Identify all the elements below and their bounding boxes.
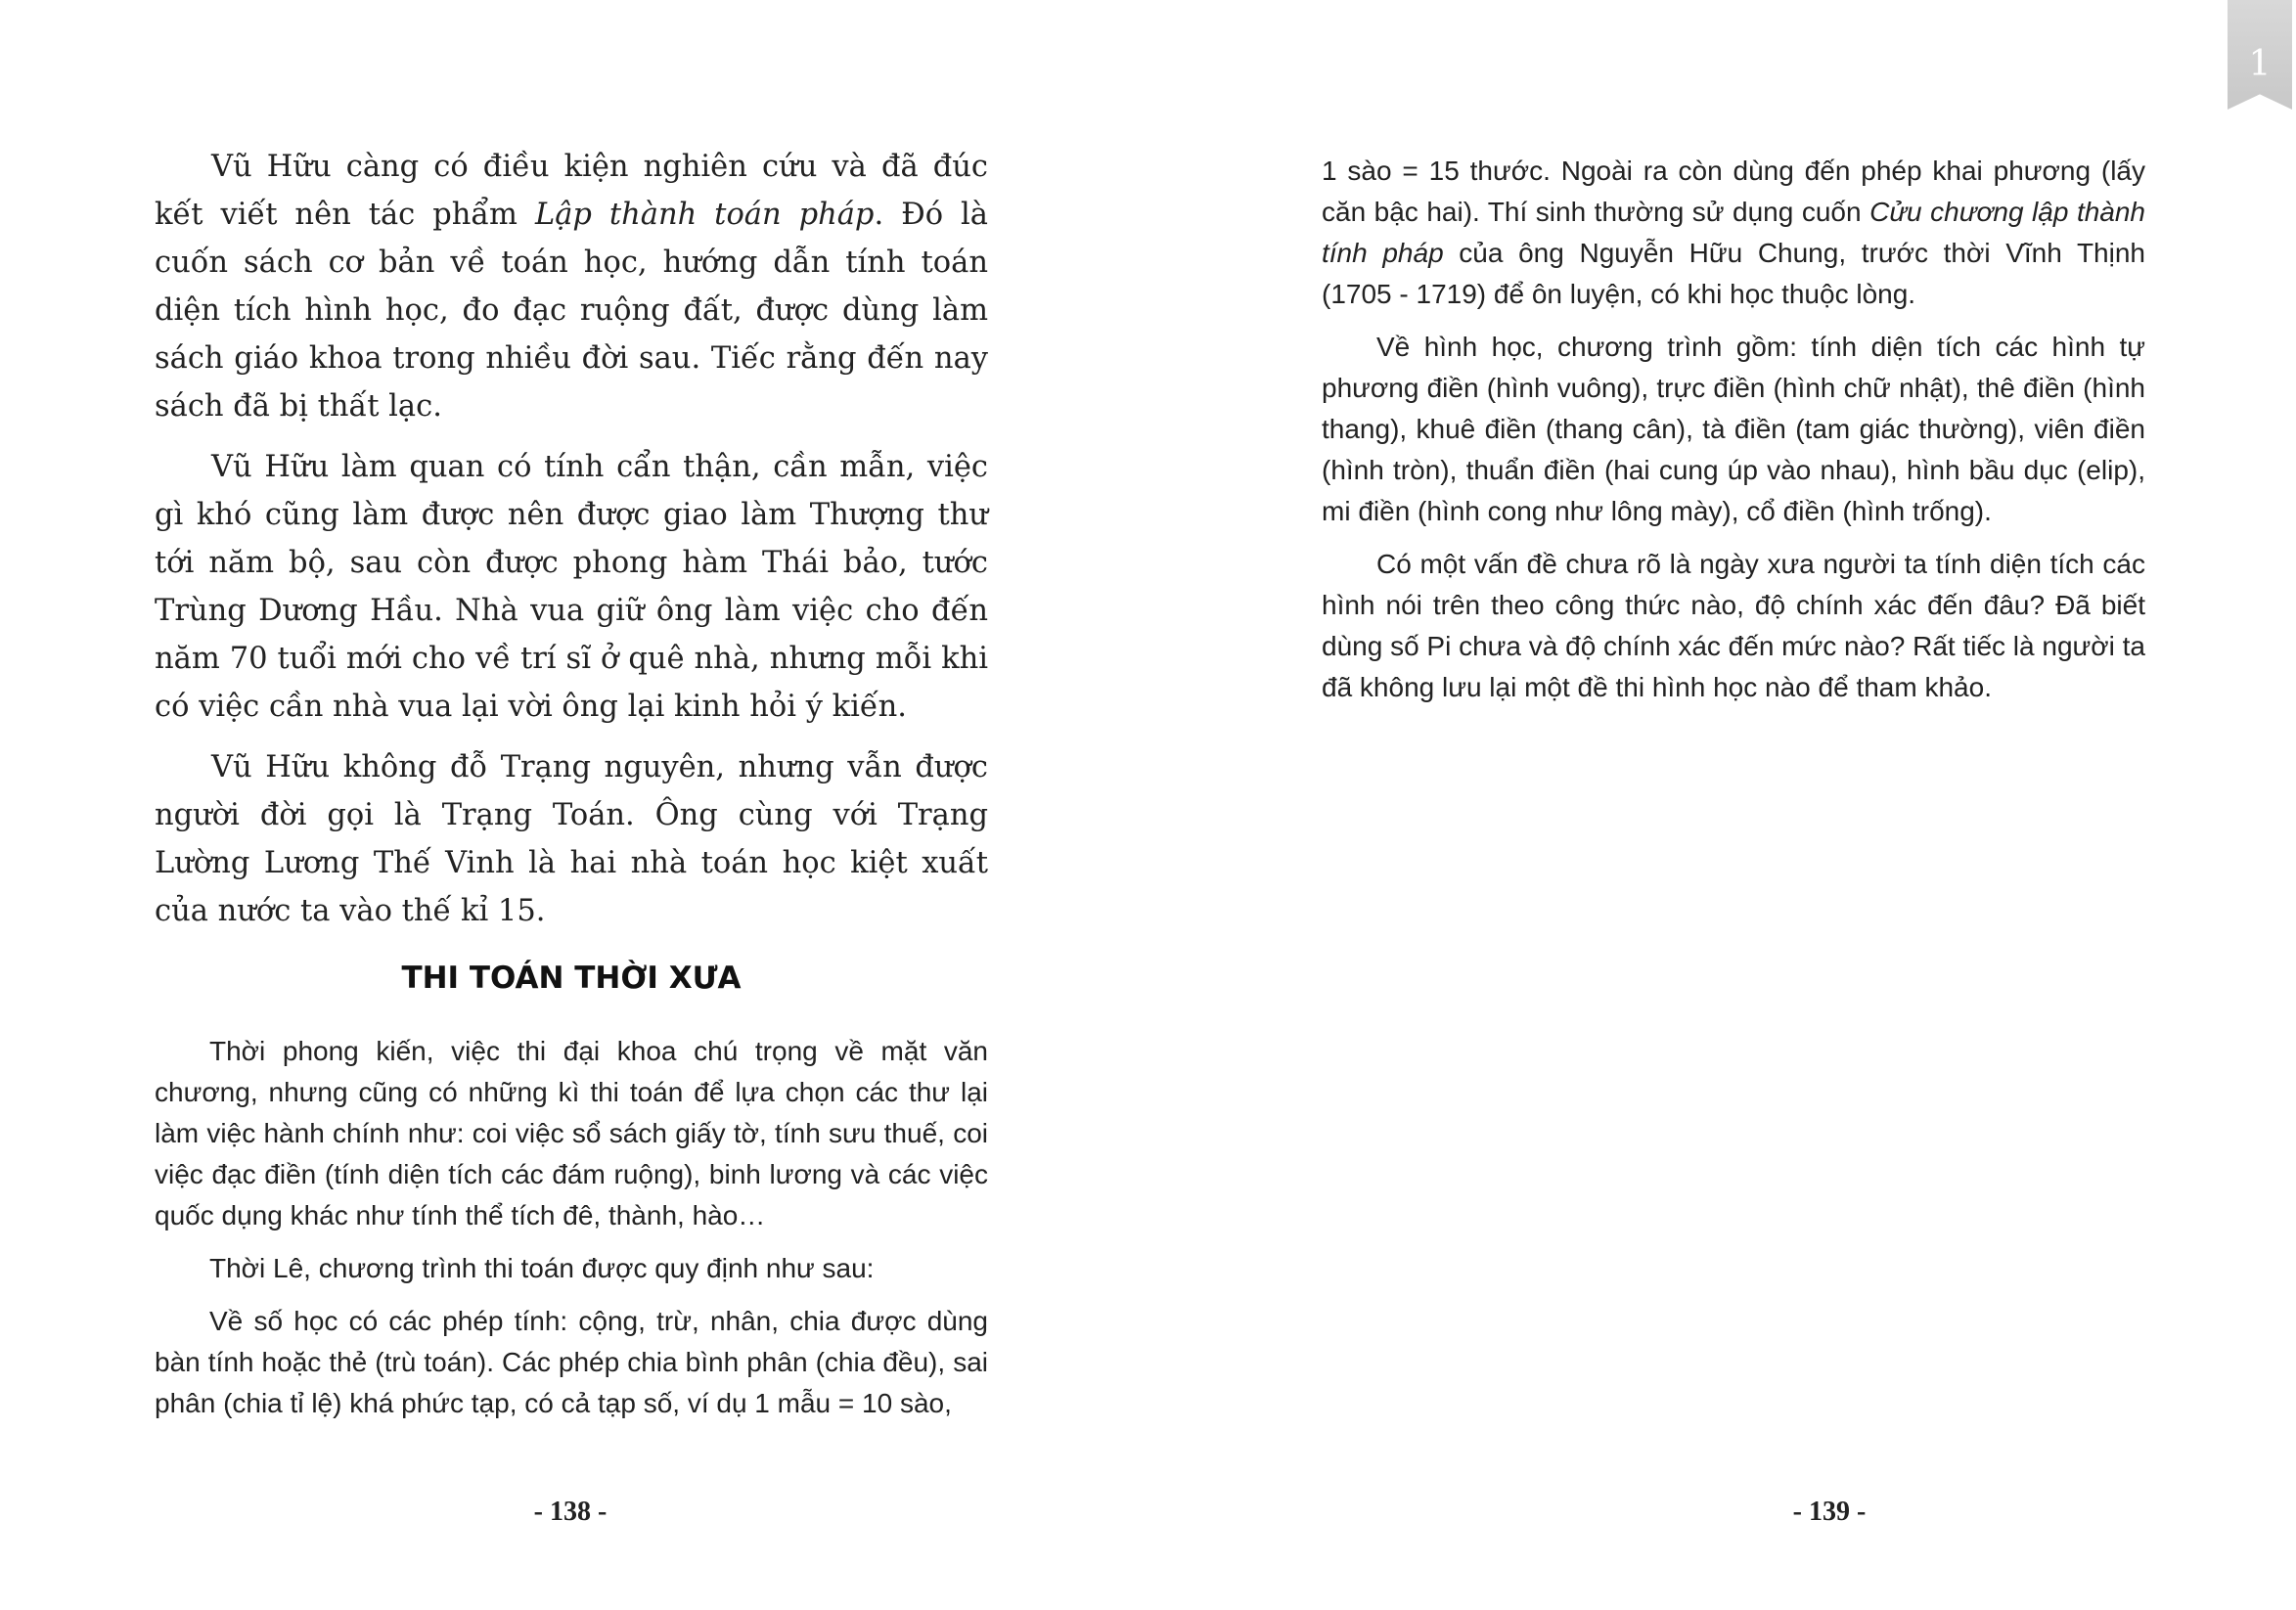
right-page (1148, 0, 2296, 1610)
book-title-italic: Lập thành toán pháp (534, 198, 875, 232)
paragraph-lap-thanh-toan-phap: Vũ Hữu càng có điều kiện nghiên cứu và đã đúc kết viết nên tác phẩm Lập thành toán pháp. Đó là cuốn sách cơ bản về toán học, hướng dẫn tính toán diện tích hình học, đo đạc ruộng đất, được dùng làm sách giáo khoa trong nhiều đời sau. Tiếc rằng đến nay sách đã bị thất lạc. (155, 150, 988, 424)
left-serif-text (155, 143, 988, 948)
paragraph-so-hoc: Về số học có các phép tính: cộng, trừ, nhân, chia được dùng bàn tính hoặc thẻ (trù toán). Các phép chia bình phân (chia đều), sai phân (chia tỉ lệ) khá phức tạp, có cả tạp số, ví dụ 1 mẫu = 10 sào, (155, 1306, 988, 1418)
page-number-left: - 138 - (533, 1497, 608, 1527)
right-sans-text (1322, 151, 2145, 720)
paragraph-thoi-le: Thời Lê, chương trình thi toán được quy định như sau: (209, 1253, 875, 1283)
paragraph-continuation: 1 sào = 15 thước. Ngoài ra còn dùng đến phép khai phương (lấy căn bậc hai). Thí sinh thường sử dụng cuốn Cửu chương lập thành tính pháp của ông Nguyễn Hữu Chung, trước thời Vĩnh Thịnh (1705 - 1719) để ôn luyện, có khi học thuộc lòng. (1322, 156, 2146, 309)
book-title-italic: Cửu chương lập thành tính pháp (1322, 197, 2146, 268)
paragraph-thoi-phong-kien: Thời phong kiến, việc thi đại khoa chú trọng về mặt văn chương, nhưng cũng có những kì thi toán để lựa chọn các thư lại làm việc hành chính như: coi việc sổ sách giấy tờ, tính sưu thuế, coi việc đạc điền (tính diện tích các đám ruộng), binh lương và các việc quốc dụng khác như tính thể tích đê, thành, hào… (155, 1036, 988, 1230)
paragraph-trang-toan: Vũ Hữu không đỗ Trạng nguyên, nhưng vẫn được người đời gọi là Trạng Toán. Ông cùng với Trạng Lường Lương Thế Vinh là hai nhà toán học kiệt xuất của nước ta vào thế kỉ 15. (155, 750, 988, 928)
chapter-tab-number: 1 (2248, 44, 2272, 84)
page-number-right: - 139 - (1792, 1497, 1867, 1527)
paragraph-hinh-hoc: Về hình học, chương trình gồm: tính diện tích các hình tự phương điền (hình vuông), trực điền (hình chữ nhật), thê điền (hình thang), khuê điền (thang cân), tà điền (tam giác thường), viên điền (hình tròn), thuẩn điền (hai cung úp vào nhau), hình bầu dục (elip), mi điền (hình cong như lông mày), cổ điền (hình trống). (1322, 332, 2145, 526)
paragraph-van-de-chua-ro: Có một vấn đề chưa rõ là ngày xưa người ta tính diện tích các hình nói trên theo công thức nào, độ chính xác đến đâu? Đã biết dùng số Pi chưa và độ chính xác đến mức nào? Rất tiếc là người ta đã không lưu lại một đề thi hình học nào để tham khảo. (1322, 549, 2145, 702)
paragraph-vu-huu-official: Vũ Hữu làm quan có tính cẩn thận, cần mẫn, việc gì khó cũng làm được nên được giao làm Thượng thư tới năm bộ, sau còn được phong hàm Thái bảo, tước Trùng Dương Hầu. Nhà vua giữ ông làm việc cho đến năm 70 tuổi mới cho về trí sĩ ở quê nhà, nhưng mỗi khi có việc cần nhà vua lại vời ông lại kinh hỏi ý kiến. (155, 450, 988, 724)
left-sans-text (155, 1031, 988, 1436)
section-title: THI TOÁN THỜI XƯA (401, 961, 742, 996)
